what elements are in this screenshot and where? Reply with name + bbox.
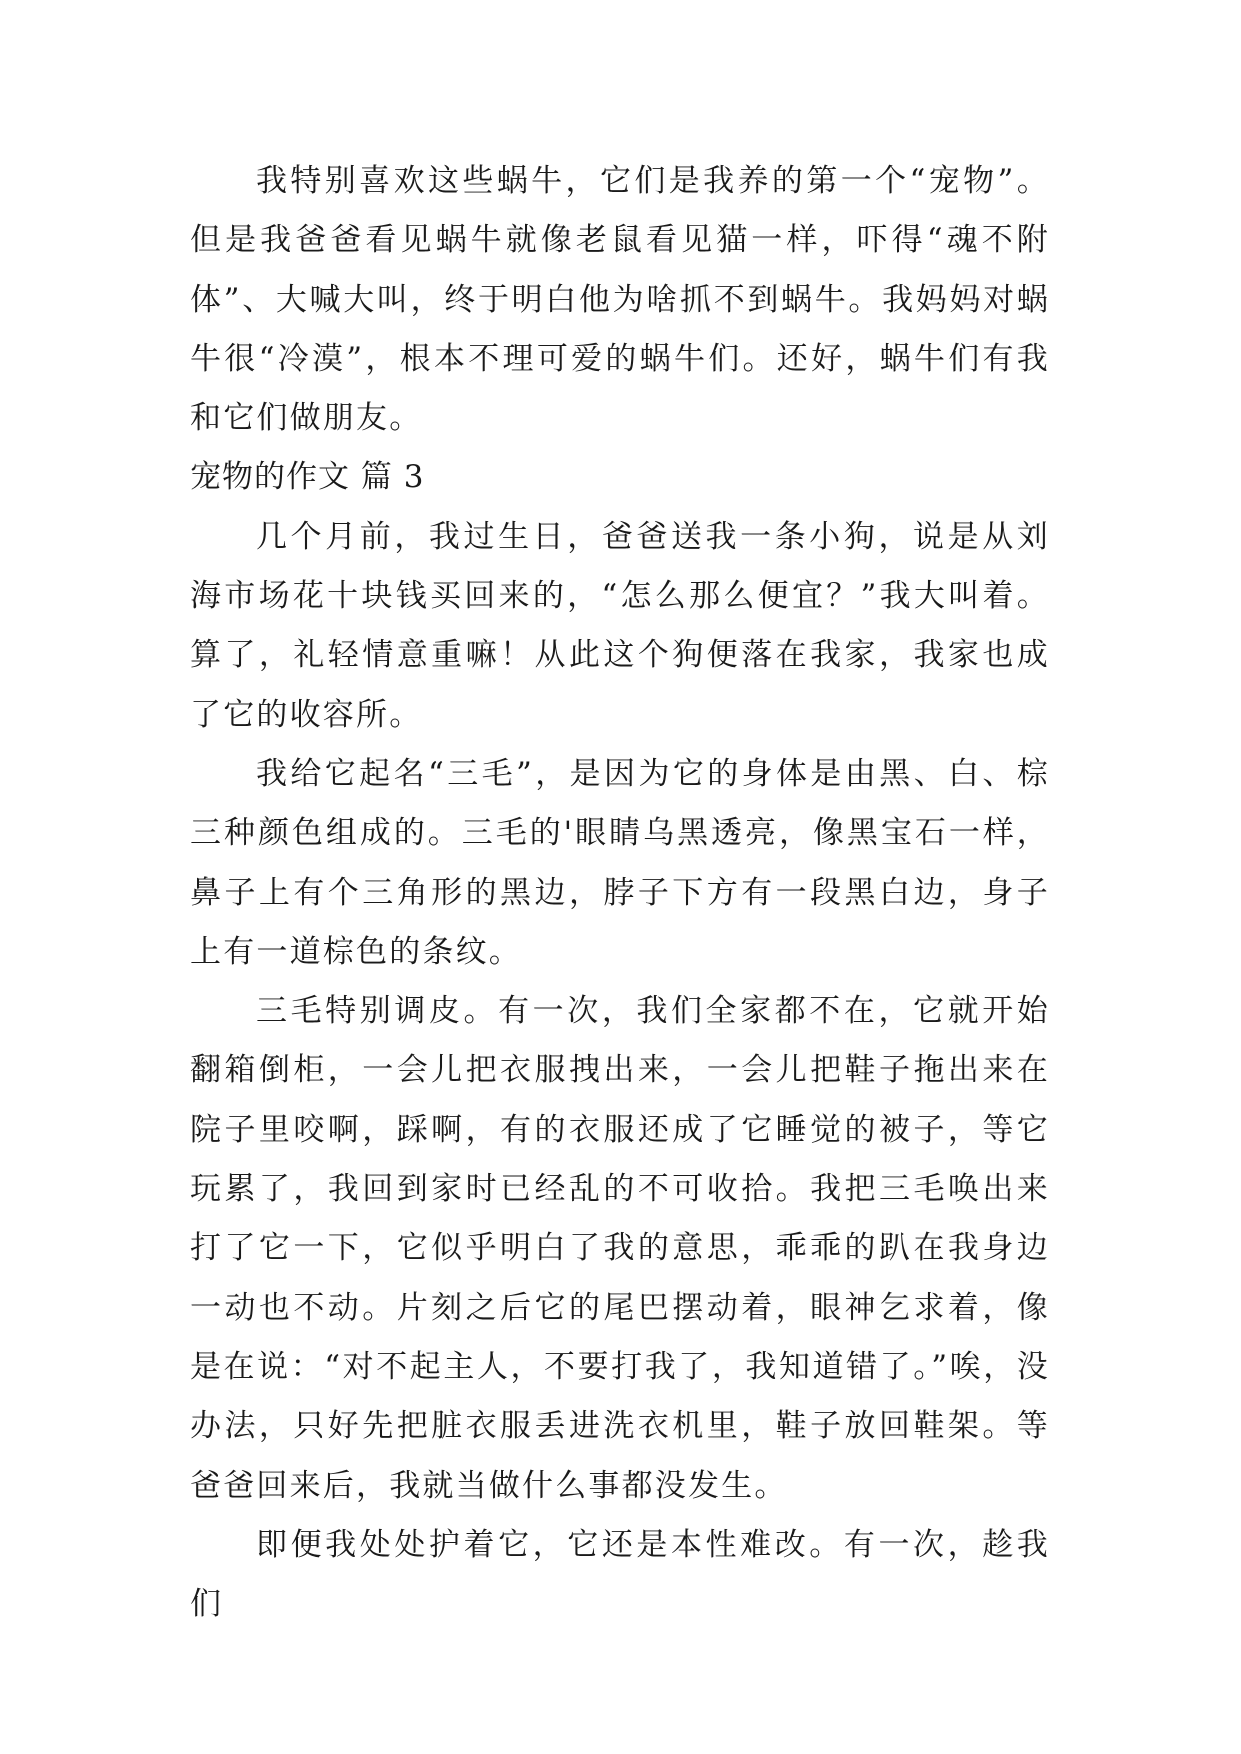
paragraph-naughty-sanmao: 三毛特别调皮。有一次，我们全家都不在，它就开始翻箱倒柜，一会儿把衣服拽出来，一会儿把鞋子拖出来在院子里咬啊，踩啊，有的衣服还成了它睡觉的被子，等它玩累了，我回到家时已经乱的不可收拾。我把三毛唤出来打了它一下，它似乎明白了我的意思，乖乖的趴在我身边一动也不动。片刻之后它的尾巴摆动着，眼神乞求着，像是在说：“对不起主人，不要打我了，我知道错了。”唉，没办法，只好先把脏衣服丢进洗衣机里，鞋子放回鞋架。等爸爸回来后，我就当做什么事都没发生。	[190, 993, 1050, 1504]
paragraph-still-naughty: 即便我处处护着它，它还是本性难改。有一次，趁我们	[190, 1526, 1050, 1623]
paragraph-snails: 我特别喜欢这些蜗牛，它们是我养的第一个“宠物”。但是我爸爸看见蜗牛就像老鼠看见猫一样，吓得“魂不附体”、大喊大叫，终于明白他为啥抓不到蜗牛。我妈妈对蜗牛很“冷漠”，根本不理可爱的蜗牛们。还好，蜗牛们有我和它们做朋友。	[190, 163, 1050, 437]
document-body	[190, 152, 1050, 1634]
section-heading: 宠物的作文 篇 3	[190, 459, 425, 496]
paragraph-birthday-dog: 几个月前，我过生日，爸爸送我一条小狗，说是从刘海市场花十块钱买回来的，“怎么那么便宜？”我大叫着。算了，礼轻情意重嘛！从此这个狗便落在我家，我家也成了它的收容所。	[190, 518, 1050, 733]
paragraph-naming-sanmao: 我给它起名“三毛”，是因为它的身体是由黑、白、棕三种颜色组成的。三毛的'眼睛乌黑透亮，像黑宝石一样，鼻子上有个三角形的黑边，脖子下方有一段黑白边，身子上有一道棕色的条纹。	[190, 755, 1050, 970]
